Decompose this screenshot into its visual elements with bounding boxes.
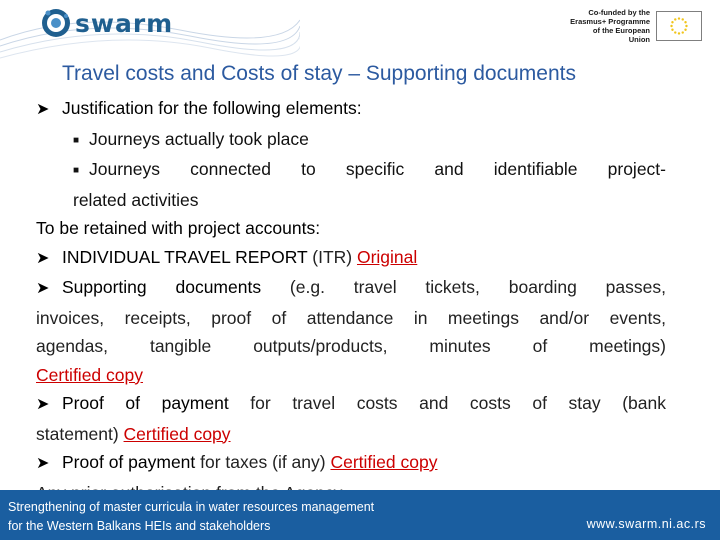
swarm-logo (40, 6, 173, 40)
footer-line: Strengthening of master curricula in water resources management (8, 500, 375, 514)
taxes-bullet (36, 448, 666, 479)
sub-item (36, 155, 666, 186)
slide-title: Travel costs and Costs of stay – Supporting documents (62, 62, 576, 85)
supporting-bullet (36, 273, 666, 304)
sub-item-text: Journeys connected to specific and identifiable project- (89, 159, 666, 179)
arrow-bullet-icon: ➤ (36, 455, 50, 472)
arrow-bullet-icon: ➤ (36, 101, 50, 118)
logo-text: swarm (75, 8, 174, 38)
payment-tag: Certified copy (123, 423, 231, 444)
justification-heading: Justification for the following elements: (62, 98, 362, 118)
footer-line: for the Western Balkans HEIs and stakeholders (8, 519, 271, 533)
sub-item-text: Journeys actually took place (89, 128, 309, 149)
supporting-tag-line (36, 361, 666, 390)
header (0, 0, 720, 62)
sub-item (36, 125, 666, 156)
sub-item-continuation (36, 186, 666, 215)
supporting-text-line: agendas, tangible outputs/products, minutes of meetings) (36, 336, 666, 356)
payment-label: Proof of payment (62, 393, 229, 413)
supporting-text-line: invoices, receipts, proof of attendance in meetings and/or events, (36, 307, 666, 328)
supporting-label: Supporting documents (62, 277, 262, 297)
square-bullet-icon: ■ (73, 134, 80, 146)
slide-content (36, 94, 666, 507)
eu-flag-icon (656, 11, 702, 41)
eu-text-line: Erasmus+ Programme (570, 17, 650, 26)
eu-cofunding-logo (570, 8, 702, 44)
taxes-label: Proof of payment (62, 452, 196, 472)
arrow-bullet-icon: ➤ (36, 396, 50, 413)
footer-project-text (8, 498, 374, 536)
square-bullet-icon: ■ (73, 165, 80, 176)
taxes-tag: Certified copy (330, 452, 438, 472)
swarm-logo-icon (40, 7, 72, 39)
itr-abbr: (ITR) (307, 246, 357, 267)
justification-bullet (36, 94, 666, 125)
payment-text: statement) (36, 423, 124, 444)
payment-continuation (36, 420, 666, 449)
payment-text: for travel costs and costs of stay (bank (228, 393, 666, 413)
eu-text-line: Co-funded by the (588, 8, 650, 17)
arrow-bullet-icon: ➤ (36, 280, 50, 297)
eu-text (570, 8, 650, 44)
sub-item-text: related activities (73, 189, 199, 210)
taxes-text: for taxes (if any) (195, 452, 331, 472)
supporting-text: (e.g. travel tickets, boarding passes, (261, 277, 666, 297)
supporting-tag: Certified copy (36, 364, 143, 385)
arrow-bullet-icon: ➤ (36, 249, 50, 267)
eu-text-line: of the European Union (592, 26, 650, 44)
footer (0, 490, 720, 540)
itr-bullet (36, 243, 666, 274)
retained-heading: To be retained with project accounts: (36, 218, 321, 238)
payment-bullet (36, 389, 666, 420)
itr-tag: Original (356, 246, 418, 267)
footer-url: www.swarm.ni.ac.rs (586, 517, 706, 531)
itr-label: INDIVIDUAL TRAVEL REPORT (62, 246, 308, 267)
